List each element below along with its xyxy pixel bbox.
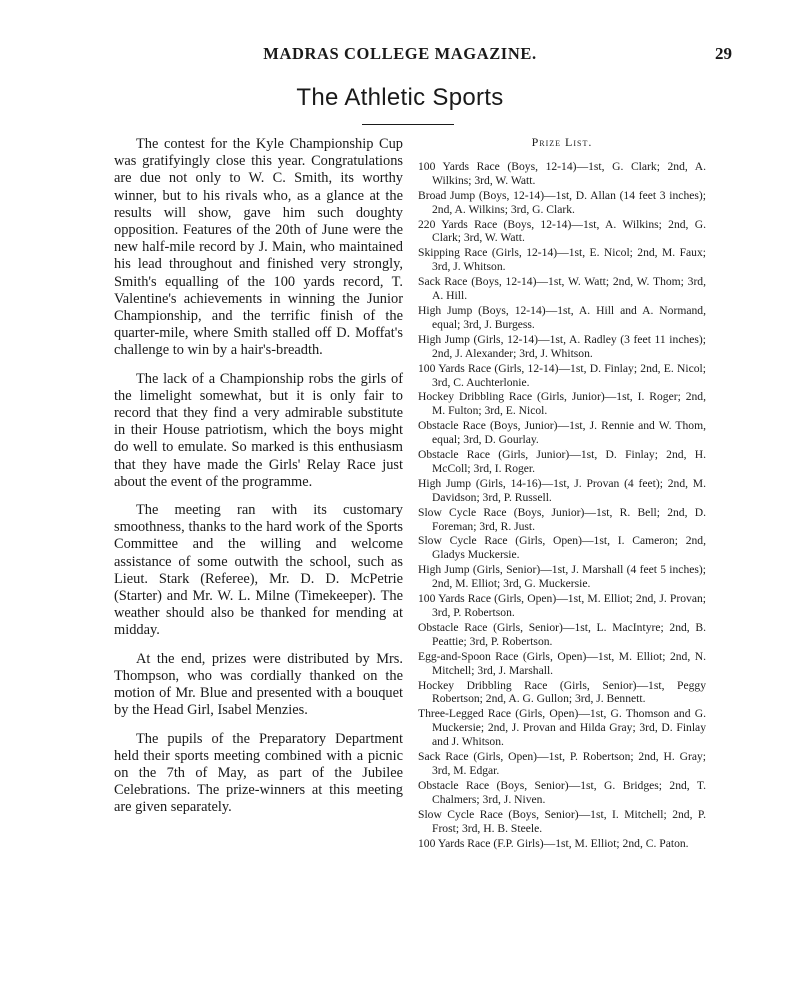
prize-item: Slow Cycle Race (Boys, Junior)—1st, R. Bell; 2nd, D. Foreman; 3rd, R. Just. [418, 505, 706, 533]
prize-list [418, 136, 706, 851]
prize-item: Obstacle Race (Boys, Senior)—1st, G. Bridges; 2nd, T. Chalmers; 3rd, J. Niven. [418, 778, 706, 806]
prize-item: Three-Legged Race (Girls, Open)—1st, G. Thomson and G. Muckersie; 2nd, J. Provan and Hilda Gray; 3rd, D. Finlay and J. Whitson. [418, 707, 706, 749]
prize-item: Slow Cycle Race (Girls, Open)—1st, I. Cameron; 2nd, Gladys Muckersie. [418, 534, 706, 562]
prize-item: Sack Race (Girls, Open)—1st, P. Robertson; 2nd, H. Gray; 3rd, M. Edgar. [418, 750, 706, 777]
article-paragraph: At the end, prizes were distributed by Mrs. Thompson, who was cordially thanked on the motion of Mr. Blue and presented with a bouquet by the Head Girl, Isabel Menzies. [114, 650, 403, 719]
prize-item: 100 Yards Race (Boys, 12-14)—1st, G. Clark; 2nd, A. Wilkins; 3rd, W. Watt. [418, 159, 706, 187]
prize-item: Egg-and-Spoon Race (Girls, Open)—1st, M. Elliot; 2nd, N. Mitchell; 3rd, J. Marshall. [418, 649, 706, 677]
prize-item: Obstacle Race (Girls, Junior)—1st, D. Finlay; 2nd, H. McColl; 3rd, I. Roger. [418, 448, 706, 475]
prize-item: 220 Yards Race (Boys, 12-14)—1st, A. Wilkins; 2nd, G. Clark; 3rd, W. Watt. [418, 217, 706, 245]
prize-item: Skipping Race (Girls, 12-14)—1st, E. Nicol; 2nd, M. Faux; 3rd, J. Whitson. [418, 246, 706, 274]
prize-item: Sack Race (Boys, 12-14)—1st, W. Watt; 2nd, W. Thom; 3rd, A. Hill. [418, 275, 706, 303]
prize-item: High Jump (Boys, 12-14)—1st, A. Hill and A. Normand, equal; 3rd, J. Burgess. [418, 303, 706, 331]
article-paragraph: The lack of a Championship robs the girls of the limelight somewhat, but it is only fair to record that they find a very admirable substitute in their House patriotism, which the boys might do well to emulate. So marked is this enthusiasm that they have made the Girls' Relay Race just about the event of the programme. [114, 370, 403, 490]
prize-item: 100 Yards Race (Girls, Open)—1st, M. Elliot; 2nd, J. Provan; 3rd, P. Robertson. [418, 592, 706, 619]
prize-item: Obstacle Race (Girls, Senior)—1st, L. MacIntyre; 2nd, B. Peattie; 3rd, P. Robertson. [418, 620, 706, 648]
prize-item: 100 Yards Race (F.P. Girls)—1st, M. Elliot; 2nd, C. Paton. [418, 836, 689, 850]
prize-item: Broad Jump (Boys, 12-14)—1st, D. Allan (14 feet 3 inches); 2nd, A. Wilkins; 3rd, G. Clark. [418, 188, 706, 216]
magazine-title: MADRAS COLLEGE MAGAZINE. [263, 44, 537, 63]
page-number: 29 [715, 44, 732, 63]
prize-list-heading: Prize List. [531, 135, 593, 149]
prize-item: High Jump (Girls, 14-16)—1st, J. Provan (4 feet); 2nd, M. Davidson; 3rd, P. Russell. [418, 476, 706, 504]
prize-item: Hockey Dribbling Race (Girls, Junior)—1st, I. Roger; 2nd, M. Fulton; 3rd, E. Nicol. [418, 390, 706, 418]
article-paragraph: The contest for the Kyle Championship Cup was gratifyingly close this year. Congratulations are due not only to W. C. Smith, its worthy winner, but to his rivals who, as a glance at the results will show, gave him such doughty opposition. Features of the 20th of June were the new half-mile record by J. Main, who maintained his lead throughout and finished very strongly, Smith's equalling of the 100 yards record, T. Valentine's achievements in winning the Junior Championship, and the terrific finish of the quarter-mile, where Smith stalled off D. Moffat's challenge to win by a hair's-breadth. [114, 136, 403, 359]
prize-item: Obstacle Race (Boys, Junior)—1st, J. Rennie and W. Thom, equal; 3rd, D. Gourlay. [418, 419, 706, 447]
prize-item: High Jump (Girls, 12-14)—1st, A. Radley (3 feet 11 inches); 2nd, J. Alexander; 3rd, J. Whitson. [418, 332, 706, 360]
prize-item: High Jump (Girls, Senior)—1st, J. Marshall (4 feet 5 inches); 2nd, M. Elliot; 3rd, G. Muckersie. [418, 563, 706, 591]
prize-item: Hockey Dribbling Race (Girls, Senior)—1st, Peggy Robertson; 2nd, A. G. Gullon; 3rd, J. Bennett. [418, 678, 706, 706]
title-divider [362, 124, 454, 125]
prize-item: Slow Cycle Race (Boys, Senior)—1st, I. Mitchell; 2nd, P. Frost; 3rd, H. B. Steele. [418, 807, 706, 835]
page-header [0, 44, 800, 66]
article-paragraph: The meeting ran with its customary smoothness, thanks to the hard work of the Sports Committee and the willing and welcome assistance of some outwith the school, such as Lieut. Stark (Referee), Mr. D. D. McPetrie (Starter) and Mr. W. L. Milne (Timekeeper). The weather should also be thanked for mending at midday. [114, 502, 403, 639]
article-body [114, 136, 403, 828]
article-title: The Athletic Sports [296, 84, 504, 111]
prize-item: 100 Yards Race (Girls, 12-14)—1st, D. Finlay; 2nd, E. Nicol; 3rd, C. Auchterlonie. [418, 361, 706, 389]
article-paragraph: The pupils of the Preparatory Department held their sports meeting combined with a picnic on the 7th of May, as part of the Jubilee Celebrations. The prize-winners at this meeting are given separately. [114, 730, 403, 816]
